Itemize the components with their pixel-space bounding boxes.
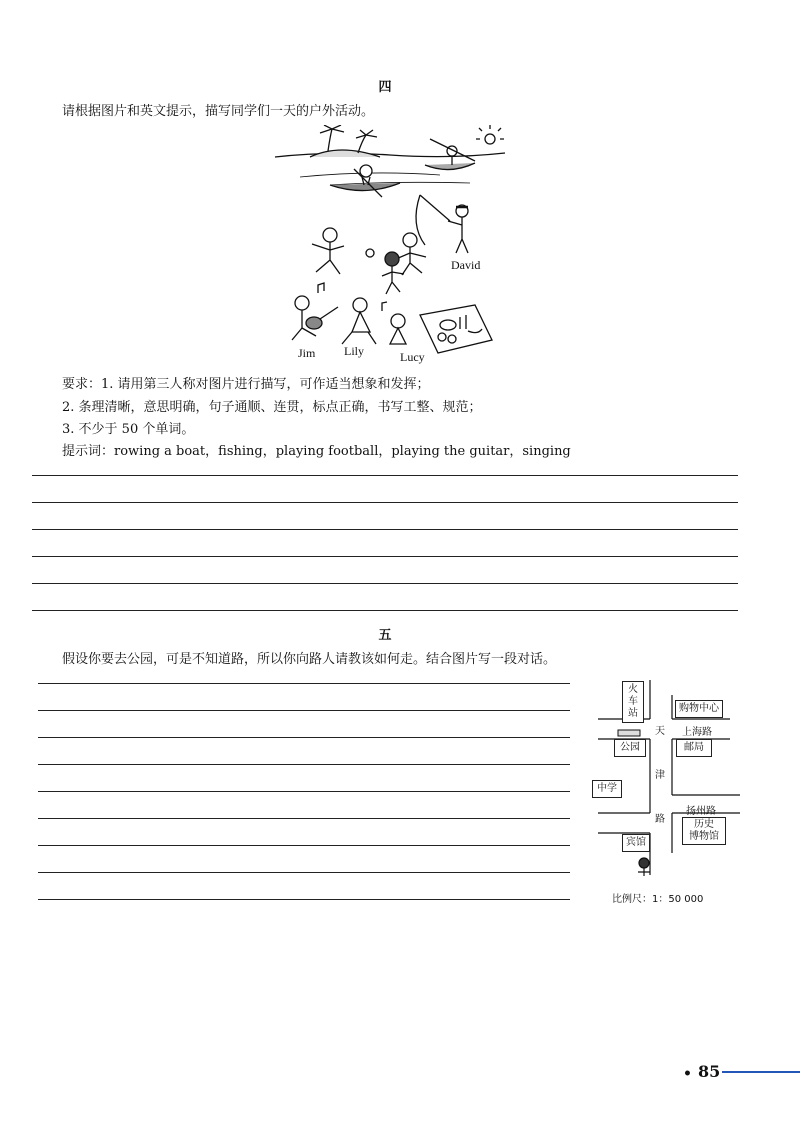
footer-rule xyxy=(722,1071,800,1073)
writing-line[interactable] xyxy=(32,475,738,476)
writing-line[interactable] xyxy=(38,764,570,765)
train-station-char: 车 xyxy=(628,696,638,707)
section-4-instruction: 请根据图片和英文提示，描写同学们一天的户外活动。 xyxy=(62,104,375,119)
writing-line[interactable] xyxy=(38,845,570,846)
label-david: David xyxy=(451,258,481,272)
writing-line[interactable] xyxy=(38,737,570,738)
outdoor-activities-illustration xyxy=(270,125,510,365)
tianjin-road-char: 天 xyxy=(655,726,665,737)
shopping-center-box: 购物中心 xyxy=(675,700,723,718)
requirement-3: 3. 不少于 50 个单词。 xyxy=(62,422,195,437)
museum-box xyxy=(682,817,726,845)
writing-line[interactable] xyxy=(38,683,570,684)
train-station-box xyxy=(622,681,644,723)
section-5-heading: 五 xyxy=(378,628,392,643)
section-5-instruction: 假设你要去公园，可是不知道路，所以你向路人请教该如何走。结合图片写一段对话。 xyxy=(62,652,557,667)
yangzhou-road-label: 扬州路 xyxy=(686,806,716,817)
writing-line[interactable] xyxy=(32,529,738,530)
label-lily: Lily xyxy=(344,344,364,358)
tianjin-road-char: 津 xyxy=(655,770,665,781)
shanghai-road-label: 上海路 xyxy=(682,727,712,738)
label-lucy: Lucy xyxy=(400,350,425,364)
writing-line[interactable] xyxy=(38,791,570,792)
page-number: 85 xyxy=(698,1062,721,1081)
post-office-box: 邮局 xyxy=(676,739,712,757)
writing-line[interactable] xyxy=(38,872,570,873)
section-4-heading: 四 xyxy=(378,80,392,95)
park-box: 公园 xyxy=(614,739,646,757)
writing-line[interactable] xyxy=(32,583,738,584)
writing-line[interactable] xyxy=(32,502,738,503)
museum-line: 历史 xyxy=(694,819,714,830)
writing-line[interactable] xyxy=(32,556,738,557)
hotel-box: 宾馆 xyxy=(622,834,650,852)
writing-line[interactable] xyxy=(32,610,738,611)
middle-school-box: 中学 xyxy=(592,780,622,798)
writing-line[interactable] xyxy=(38,899,570,900)
requirement-1: 要求：1. 请用第三人称对图片进行描写，可作适当想象和发挥； xyxy=(62,377,430,392)
requirement-2: 2. 条理清晰，意思明确，句子通顺、连贯，标点正确，书写工整、规范； xyxy=(62,400,482,415)
train-station-char: 火 xyxy=(628,684,638,695)
tianjin-road-char: 路 xyxy=(655,814,665,825)
label-jim: Jim xyxy=(298,346,316,360)
footer-dot: • xyxy=(683,1066,692,1082)
map-scale: 比例尺：1：50 000 xyxy=(612,894,704,905)
train-station-char: 站 xyxy=(628,708,638,719)
writing-line[interactable] xyxy=(38,818,570,819)
museum-line: 博物馆 xyxy=(689,831,719,842)
writing-line[interactable] xyxy=(38,710,570,711)
hint-words: 提示词：rowing a boat，fishing，playing football，playing the guitar，singing xyxy=(62,444,571,459)
